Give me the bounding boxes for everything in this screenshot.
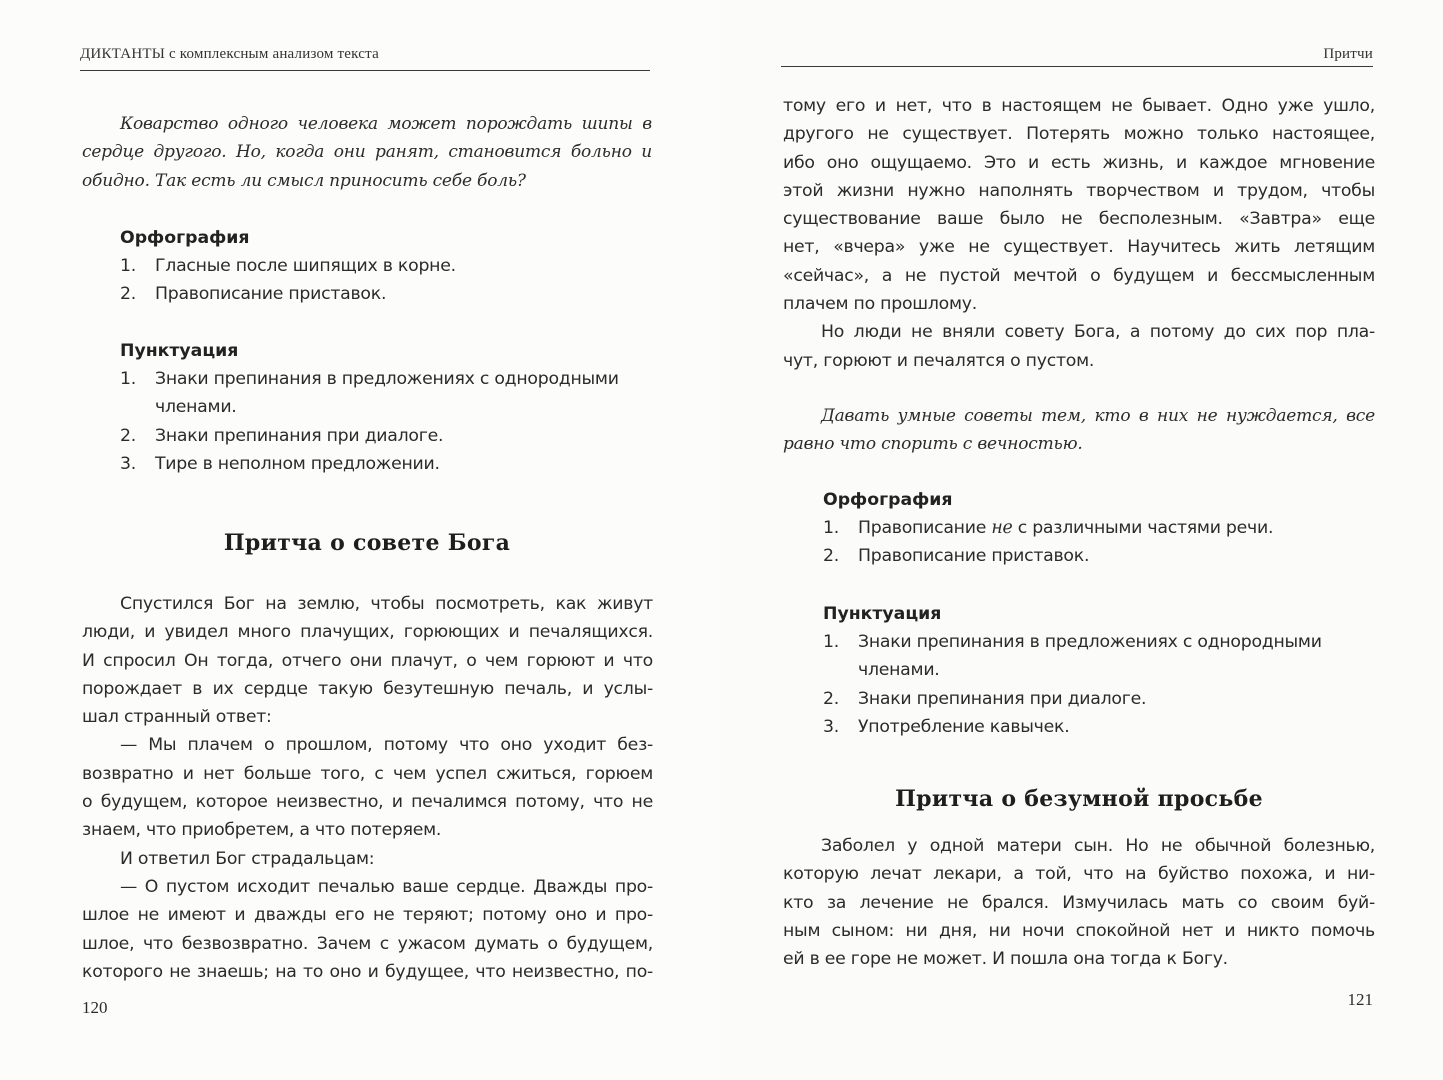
body-line: шал странный ответ: <box>82 707 272 728</box>
story-body <box>82 590 653 986</box>
body-line: люди, и увидел много плачущих, горюющих и печалящихся. <box>82 622 653 643</box>
body-line: нет, «вчера» уже не существует. Научитесь жить летящим <box>783 237 1375 258</box>
punctuation-section <box>823 600 1375 741</box>
item-text-part: Правописание <box>858 518 992 538</box>
item-number: 1. <box>120 256 136 276</box>
item-number: 3. <box>823 716 839 737</box>
orthography-section <box>120 224 655 309</box>
list-item <box>120 422 655 450</box>
list-item <box>120 450 655 478</box>
item-text: членами. <box>858 660 940 681</box>
body-line: чут, горюют и печалятся о пустом. <box>783 350 1095 371</box>
list-item-cont <box>120 393 655 421</box>
body-line: этой жизни нужно наполнять творчеством и трудом, чтобы <box>783 180 1375 201</box>
body-line: кто за лечение не брался. Измучилась мать со своим буй- <box>783 892 1375 913</box>
item-number: 1. <box>823 632 839 652</box>
body-line: ей в ее горе не может. И пошла она тогда к Богу. <box>783 949 1228 970</box>
body-line: плачем по прошлому. <box>783 294 977 315</box>
punctuation-heading: Пунктуация <box>120 341 239 361</box>
item-text: Знаки препинания в предложениях с однородными <box>858 632 1322 652</box>
item-text: Гласные после шипящих в корне. <box>155 256 456 276</box>
epigraph-line: Коварство одного человека может порождать шипы в <box>120 114 652 134</box>
epigraph <box>783 402 1375 459</box>
body-line: И спросил Он тогда, отчего они плачут, о чем горюют и что <box>82 650 653 671</box>
body-line: существование ваше было не бесполезным. «Завтра» еще <box>783 209 1375 230</box>
body-line: шлое не имеют и дважды его не теряют; потому оно и про- <box>82 905 653 926</box>
body-line: — О пустом исходит печалью ваше сердце. Дважды про- <box>120 876 653 897</box>
left-page <box>0 0 721 1080</box>
body-line: — Мы плачем о прошлом, потому что оно уходит без- <box>120 735 653 756</box>
item-text: Знаки препинания при диалоге. <box>155 425 444 446</box>
body-line: Спустился Бог на землю, чтобы посмотреть, как живут <box>120 594 653 614</box>
body-line: ным сыном: ни дня, ни ночи спокойной нет и никто помочь <box>783 920 1375 941</box>
item-text: Употребление кавычек. <box>858 716 1070 737</box>
list-item <box>823 514 1375 542</box>
epigraph <box>82 110 652 195</box>
section-title: Притча о совете Бога <box>223 530 511 556</box>
epigraph-line: Давать умные советы тем, кто в них не нуждается, все <box>821 406 1375 426</box>
orthography-heading: Орфография <box>823 490 953 510</box>
body-line: возвратно и нет больше того, с чем успел сжиться, горюем <box>82 763 653 784</box>
item-number: 1. <box>823 518 839 538</box>
item-text: Правописание приставок. <box>155 284 387 305</box>
body-line: «сейчас», а не пустой мечтой о будущем и бессмысленным <box>783 265 1375 286</box>
item-number: 1. <box>120 369 136 389</box>
body-line: которого не знаешь; на то оно и будущее, что неизвестно, по- <box>82 961 653 982</box>
header-rule <box>781 66 1373 67</box>
running-head-right: Притчи <box>1323 46 1373 62</box>
item-text: Правописание приставок. <box>858 546 1090 567</box>
body-line: порождает в их сердце такую безутешную печаль, и услы- <box>82 678 653 699</box>
item-number: 2. <box>823 546 839 567</box>
punctuation-heading: Пунктуация <box>823 604 942 624</box>
list-item <box>120 365 655 393</box>
right-page <box>721 0 1443 1080</box>
item-text-part: с различными частями речи. <box>1012 518 1274 538</box>
page-number-left: 120 <box>82 998 108 1017</box>
item-text <box>858 514 1273 542</box>
orthography-section <box>823 486 1375 571</box>
body-line: Заболел у одной матери сын. Но не обычной болезнью, <box>821 836 1375 856</box>
section-title: Притча о безумной просьбе <box>895 786 1263 812</box>
list-item <box>823 542 1375 570</box>
item-text-emphasis: не <box>991 518 1013 538</box>
item-number: 3. <box>120 453 136 474</box>
header-rule <box>80 70 650 71</box>
story-continuation <box>783 92 1375 375</box>
list-item <box>120 280 655 308</box>
item-text: членами. <box>155 397 237 418</box>
body-line: знаем, что приобретем, а что потеряем. <box>82 820 442 841</box>
body-line: И ответил Бог страдальцам: <box>120 848 375 869</box>
epigraph-line: равно что спорить с вечностью. <box>783 434 1083 455</box>
body-line: шлое, что безвозвратно. Зачем с ужасом думать о будущем, <box>82 933 653 954</box>
running-head-left: ДИКТАНТЫ с комплексным анализом текста <box>80 46 379 62</box>
story-body <box>783 832 1375 973</box>
item-number: 2. <box>823 688 839 709</box>
body-line: о будущем, которое неизвестно, и печалимся потому, что не <box>82 792 653 813</box>
list-item-cont <box>823 656 1375 684</box>
epigraph-line: сердце другого. Но, когда они ранят, становится больно и <box>82 142 652 163</box>
item-number: 2. <box>120 284 136 305</box>
item-text: Знаки препинания в предложениях с однородными <box>155 369 619 389</box>
list-item <box>120 252 655 280</box>
body-line: Но люди не вняли совету Бога, а потому до сих пор пла- <box>821 322 1375 343</box>
list-item <box>823 685 1375 713</box>
item-number: 2. <box>120 425 136 446</box>
list-item <box>823 713 1375 741</box>
body-line: тому его и нет, что в настоящем не бывает. Одно уже ушло, <box>783 96 1375 116</box>
orthography-heading: Орфография <box>120 228 250 248</box>
body-line: ибо оно ощущаемо. Это и есть жизнь, и каждое мгновение <box>783 152 1375 173</box>
page-number-right: 121 <box>1347 990 1373 1009</box>
item-text: Знаки препинания при диалоге. <box>858 688 1147 709</box>
list-item <box>823 628 1375 656</box>
punctuation-section <box>120 337 655 478</box>
body-line: другого не существует. Потерять можно только настоящее, <box>783 124 1375 145</box>
item-text: Тире в неполном предложении. <box>155 453 440 474</box>
epigraph-line: обидно. Так есть ли смысл приносить себе боль? <box>82 170 526 191</box>
body-line: которую лечат лекари, а той, что на буйство похожа, и ни- <box>783 864 1375 885</box>
